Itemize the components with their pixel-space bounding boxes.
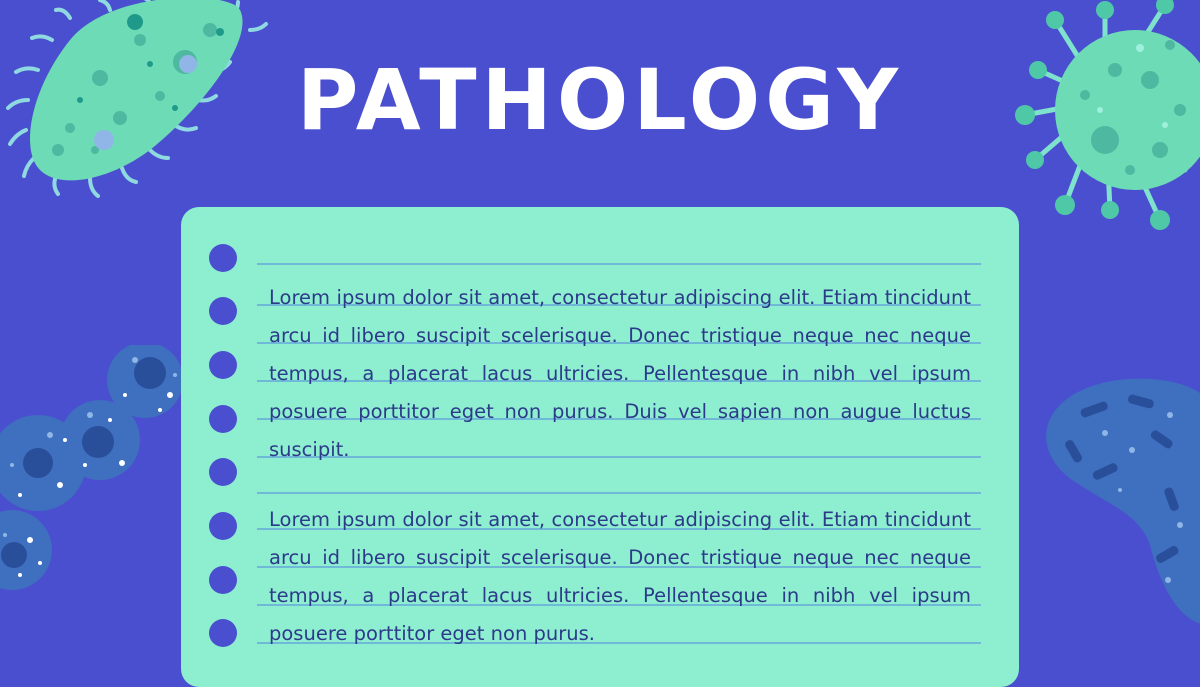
binder-hole [209,458,237,486]
binder-hole [209,405,237,433]
page-title: PATHOLOGY [296,51,904,149]
binder-hole [209,244,237,272]
binder-hole [209,297,237,325]
streptococcus-icon [0,345,200,605]
body-paragraph-2: Lorem ipsum dolor sit amet, consectetur adipiscing elit. Etiam tincidunt arcu id libero suscipit scelerisque. Donec tristique neque nec neque tempus, a placerat lacus ultricies. Pellentesque in nibh vel ipsum posuere porttitor eget non purus. [269,508,971,645]
binder-hole [209,619,237,647]
amoeba-icon [1040,375,1200,635]
notebook-card [181,207,1019,687]
binder-hole [209,566,237,594]
binder-hole [209,512,237,540]
binder-hole [209,351,237,379]
body-paragraph-1: Lorem ipsum dolor sit amet, consectetur adipiscing elit. Etiam tincidunt arcu id libero suscipit scelerisque. Donec tristique neque nec neque tempus, a placerat lacus ultricies. Pellentesque in nibh vel ipsum posuere porttitor eget non purus. Duis vel sapien non augue luctus suscipit. [269,286,971,461]
